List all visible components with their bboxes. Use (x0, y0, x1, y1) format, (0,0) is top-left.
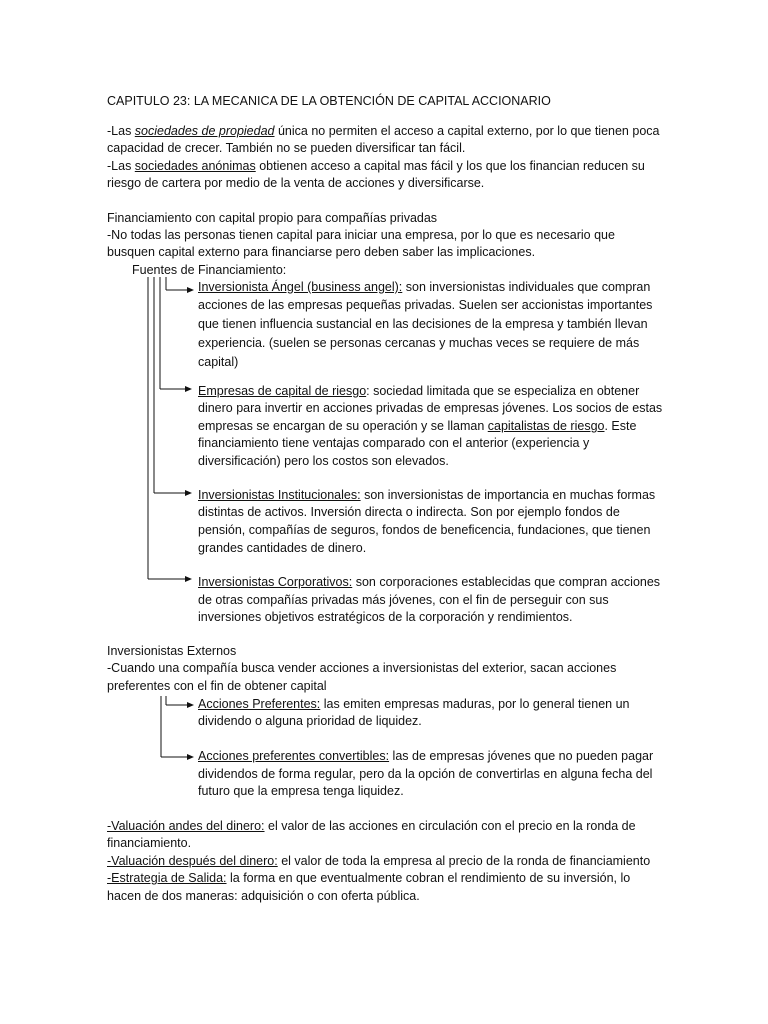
body-line: busquen capital externo para financiarse pero deben saber las implicaciones. (107, 245, 536, 259)
term-empresas-capital-riesgo: Empresas de capital de riesgo (198, 384, 367, 398)
text-prefix: -Las (107, 124, 135, 138)
text-run: obtienen acceso a capital mas fácil y los que los financian reducen su (255, 159, 645, 173)
text-run: . Este (604, 419, 637, 433)
chapter-title: CAPITULO 23: LA MECANICA DE LA OBTENCIÓN DE CAPITAL ACCIONARIO (107, 94, 551, 108)
source-line: financiamiento tiene ventajas comparado con el anterior (experiencia y (198, 436, 590, 450)
source-line: dinero para invertir en acciones privadas de empresas jóvenes. Los socios de estas (198, 401, 663, 415)
term-inversionistas-corporativos: Inversionistas Corporativos: (198, 575, 353, 589)
source-item-first-line (198, 486, 655, 504)
intro-line (107, 122, 659, 140)
text-run: el valor de toda la empresa al precio de la ronda de financiamiento (277, 854, 651, 868)
external-line: futuro que la empresa tenga liquidez. (198, 784, 404, 798)
term-acciones-preferentes-convertibles: Acciones preferentes convertibles: (198, 749, 390, 763)
term-inversionistas-institucionales: Inversionistas Institucionales: (198, 488, 361, 502)
source-line: distintas de activos. Inversión directa o indirecta. Son por ejemplo fondos de (198, 505, 620, 519)
source-line: de otras compañías privadas más jóvenes, con el fin de perseguir con sus (198, 593, 609, 607)
source-item-first-line (198, 573, 660, 591)
source-line: inversiones objetivos estratégicos de la corporación y rendimientos. (198, 610, 573, 624)
source-line: capital) (198, 355, 239, 369)
term-valuacion-antes: -Valuación andes del dinero: (107, 819, 265, 833)
text-run: son inversionistas individuales que compran (402, 280, 651, 294)
text-run: son corporaciones establecidas que compran acciones (352, 575, 661, 589)
body-line: preferentes con el fin de obtener capital (107, 679, 327, 693)
source-line: experiencia. (suelen se personas cercanas y muchas veces se requiere de más (198, 336, 640, 350)
term-sociedades-propiedad: sociedades de propiedad (134, 124, 275, 138)
definition-line: hacen de dos maneras: adquisición o con oferta pública. (107, 889, 420, 903)
external-line: dividendos de forma regular, pero da la opción de convertirlas en alguna fecha del (198, 767, 653, 781)
intro-line: capacidad de crecer. También no se pueden diversificar tan fácil. (107, 141, 466, 155)
source-item-first-line (198, 382, 639, 400)
definition-line (107, 869, 630, 887)
definition-line (107, 852, 650, 870)
text-prefix: -Las (107, 159, 135, 173)
external-line: dividendo o alguna prioridad de liquidez. (198, 714, 422, 728)
external-item-first-line (198, 747, 653, 765)
source-line: grandes cantidades de dinero. (198, 541, 367, 555)
term-acciones-preferentes: Acciones Preferentes: (198, 697, 321, 711)
term-estrategia-salida: -Estrategia de Salida: (107, 871, 227, 885)
term-inversionista-angel: Inversionista Ángel (business angel): (198, 280, 403, 294)
text-run: son inversionistas de importancia en muchas formas (360, 488, 656, 502)
source-line: pensión, compañías de seguros, fondos de beneficencia, fundaciones, que tienen (198, 523, 651, 537)
text-run: : sociedad limitada que se especializa en obtener (366, 384, 640, 398)
external-item-first-line (198, 695, 630, 713)
text-run: el valor de las acciones en circulación con el precio en la ronda de (264, 819, 636, 833)
source-item-first-line (198, 278, 650, 296)
section-heading: Financiamiento con capital propio para compañías privadas (107, 211, 438, 225)
term-sociedades-anonimas: sociedades anónimas (134, 159, 256, 173)
source-line: diversificación) pero los costos son elevados. (198, 454, 449, 468)
body-line: -No todas las personas tienen capital para iniciar una empresa, por lo que es necesario que (107, 228, 615, 242)
text-run: las de empresas jóvenes que no pueden pagar (389, 749, 654, 763)
intro-line (107, 157, 645, 175)
sources-heading: Fuentes de Financiamiento: (132, 263, 287, 277)
source-line (198, 417, 636, 435)
text-run: las emiten empresas maduras, por lo general tienen un (320, 697, 630, 711)
text-run: la forma en que eventualmente cobran el rendimiento de su inversión, lo (226, 871, 631, 885)
body-line: -Cuando una compañía busca vender acciones a inversionistas del exterior, sacan acciones (107, 661, 617, 675)
term-valuacion-despues: -Valuación después del dinero: (107, 854, 278, 868)
text-run: empresas se encargan de su operación y se llaman (198, 419, 488, 433)
definition-line (107, 817, 636, 835)
definition-line: financiamiento. (107, 836, 192, 850)
text-run: única no permiten el acceso a capital externo, por lo que tienen poca (274, 124, 660, 138)
section-heading: Inversionistas Externos (107, 644, 237, 658)
source-line: que tienen influencia sustancial en las decisiones de la empresa y también llevan (198, 317, 648, 331)
source-line: acciones de las empresas pequeñas privadas. Suelen ser accionistas importantes (198, 298, 653, 312)
intro-line: riesgo de cartera por medio de la venta de acciones y diversificarse. (107, 176, 485, 190)
term-capitalistas-riesgo: capitalistas de riesgo (487, 419, 605, 433)
